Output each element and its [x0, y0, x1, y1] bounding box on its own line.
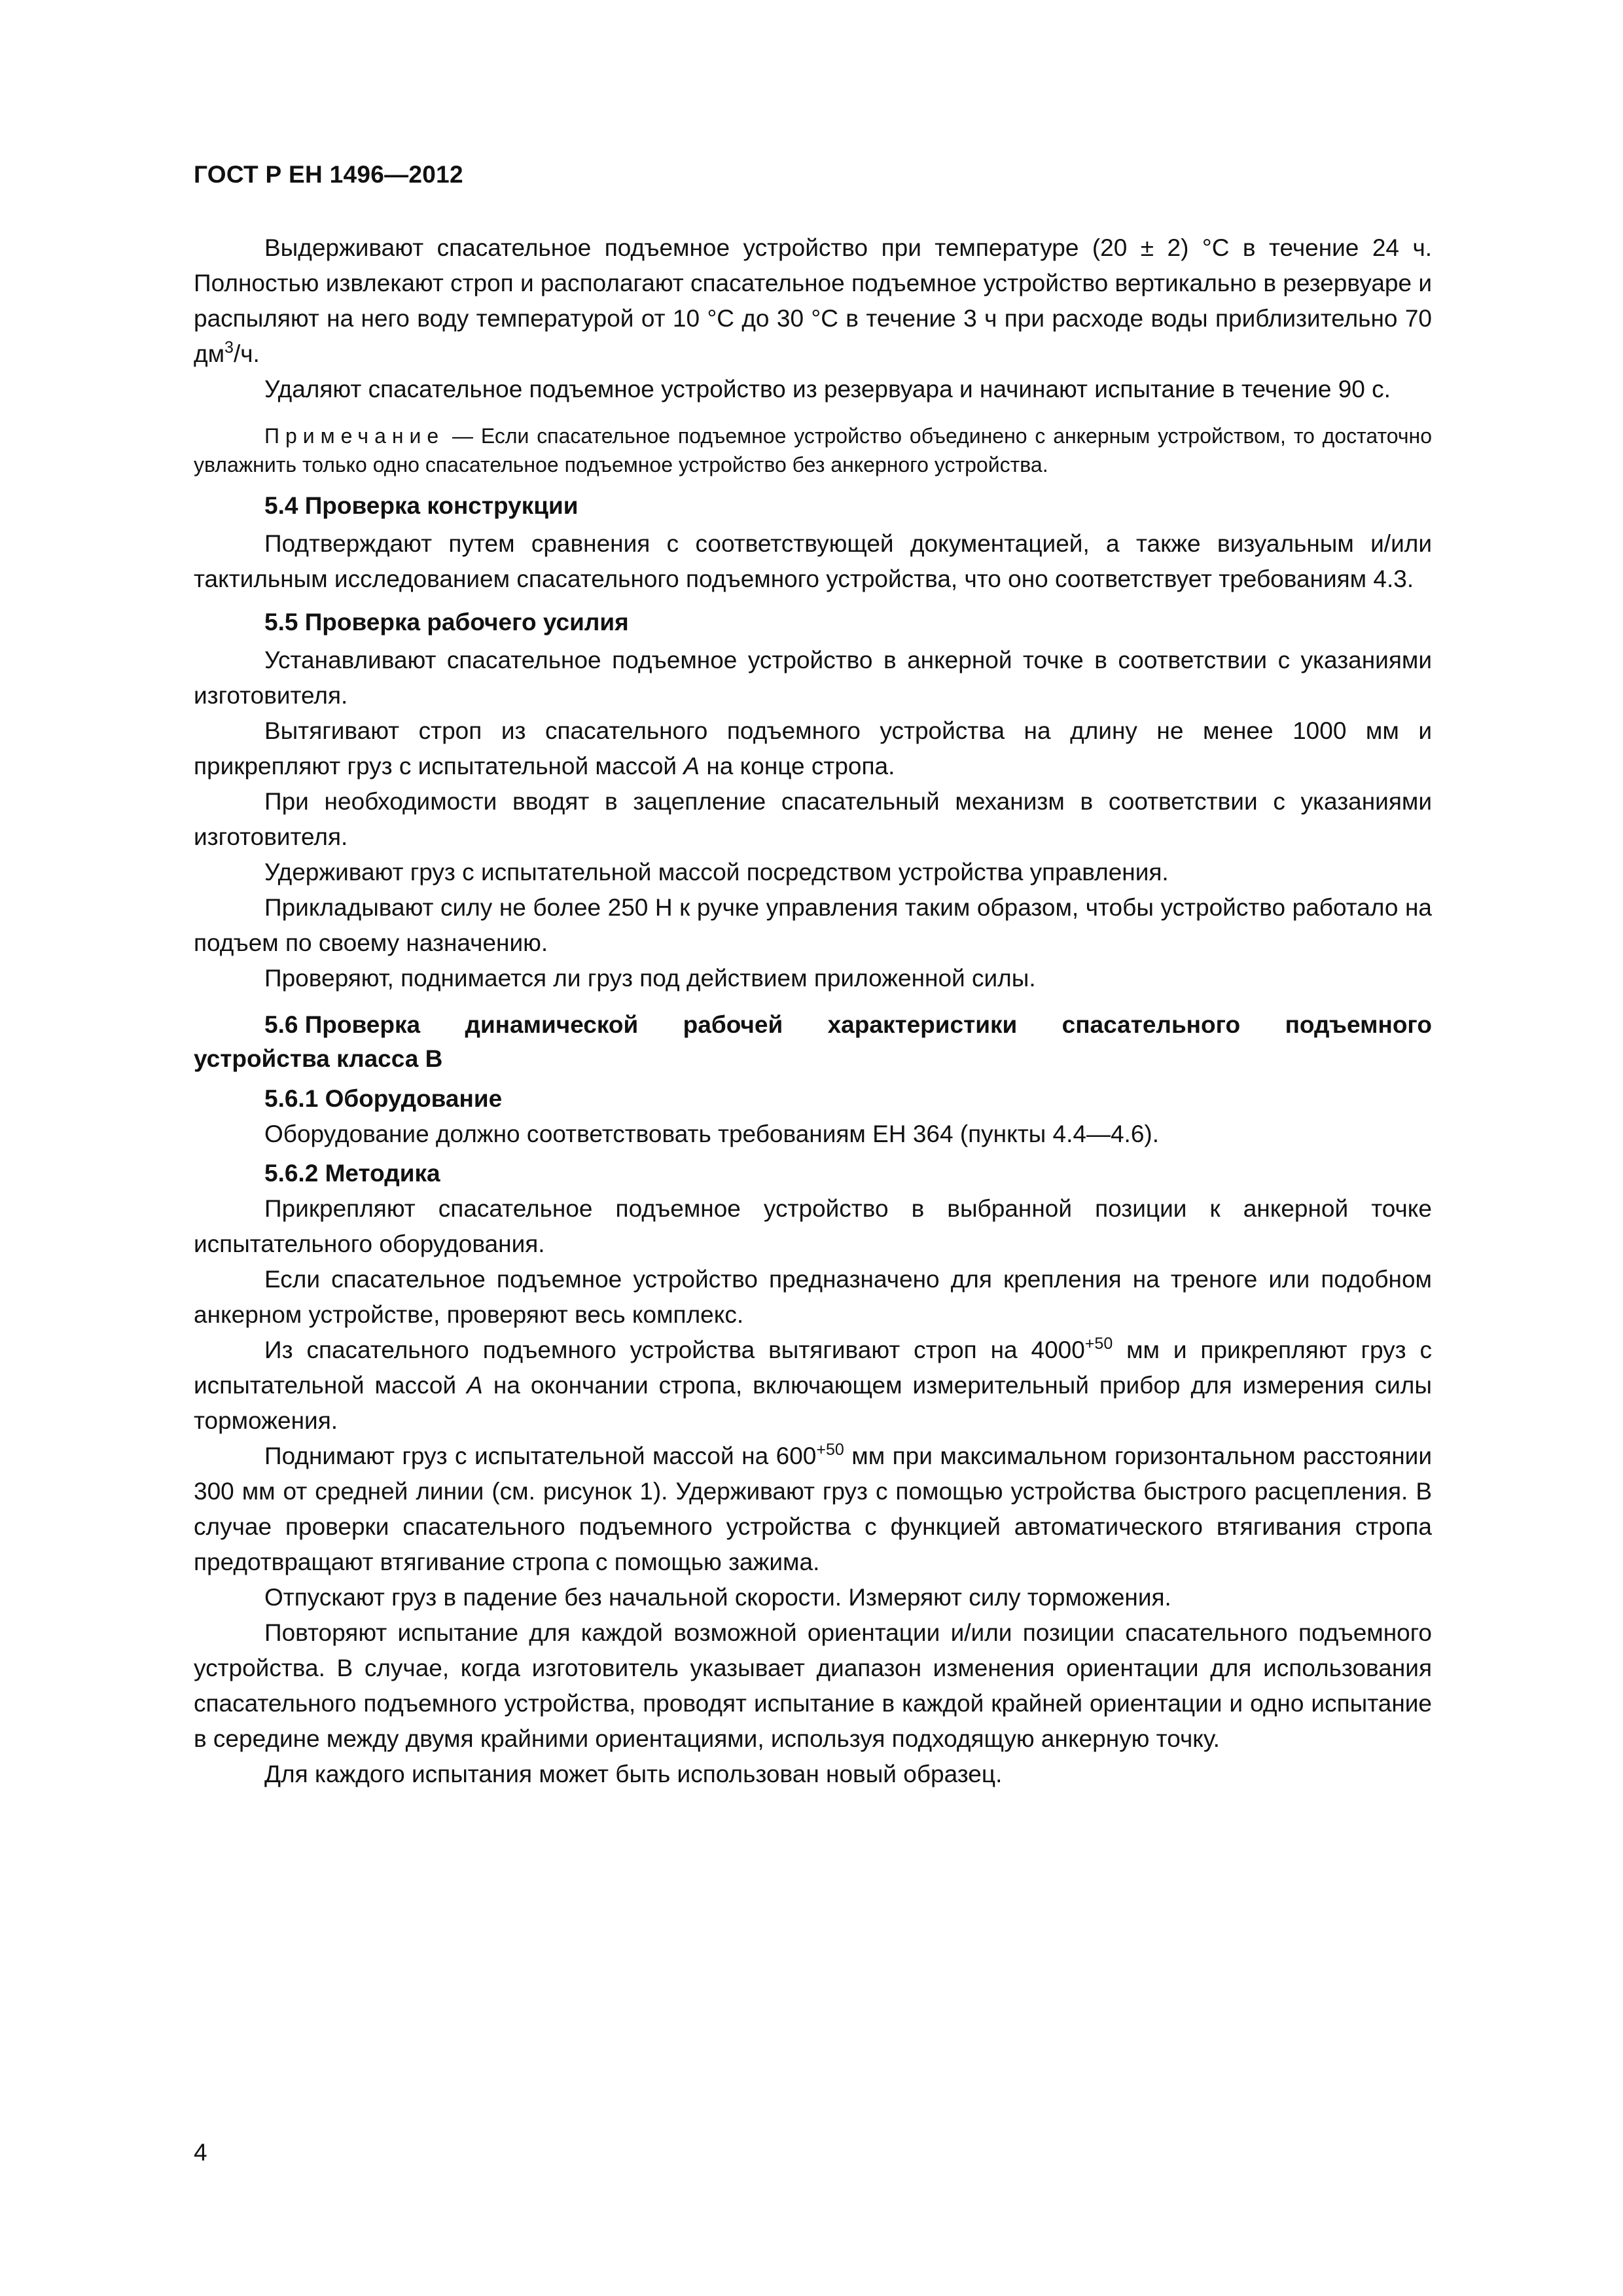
paragraph-text: на окончании стропа, включающем измерительный прибор для измерения силы торможения. — [194, 1372, 1432, 1434]
paragraph: Повторяют испытание для каждой возможной ориентации и/или позиции спасательного подъемного устройства. В случае, когда изготовитель указывает диапазон изменения ориентации для использования спасательного подъемного устройства, проводят испытание в каждой крайней ориентации и одно испытание в середине между двумя крайними ориентациями, используя подходящую анкерную точку. — [194, 1619, 1432, 1752]
paragraph: Удаляют спасательное подъемное устройство из резервуара и начинают испытание в течение 90 с. — [264, 376, 1391, 403]
paragraph: Устанавливают спасательное подъемное устройство в анкерной точке в соответствии с указаниями изготовителя. — [194, 647, 1432, 709]
heading-word: характеристики — [827, 1011, 1018, 1038]
heading-word: динамической — [465, 1011, 639, 1038]
paragraph-text: Поднимают груз с испытательной массой на 600 — [264, 1443, 817, 1469]
heading-line — [264, 1008, 1432, 1042]
heading-word: подъемного — [1285, 1011, 1432, 1038]
paragraph — [194, 230, 1432, 372]
paragraph-text: на конце стропа. — [700, 753, 895, 780]
paragraph-text: мм и прикрепляют груз с испытательной массой — [194, 1336, 1432, 1399]
paragraph: Проверяют, поднимается ли груз под действием приложенной силы. — [264, 965, 1036, 992]
paragraph-text: мм при максимальном горизонтальном расстоянии 300 мм от средней линии (см. рисунок 1). Удерживают груз с помощью устройства быстрого расцепления. В случае проверки спасательного подъемного устройства с функцией автоматического втягивания стропа предотвращают втягивание стропа с помощью зажима. — [194, 1443, 1433, 1575]
paragraph-text: /ч. — [233, 340, 260, 367]
note — [194, 422, 1432, 479]
section-heading-5-5: 5.5 Проверка рабочего усилия — [264, 609, 629, 636]
section-heading-5-6-2: 5.6.2 Методика — [264, 1160, 440, 1187]
superscript: 3 — [224, 338, 234, 357]
heading-word: 5.6 Проверка — [264, 1011, 421, 1038]
paragraph-text: Из спасательного подъемного устройства вытягивают строп на 4000 — [264, 1336, 1085, 1363]
page-number: 4 — [194, 2139, 207, 2166]
heading-word: рабочей — [683, 1011, 783, 1038]
section-heading-5-4: 5.4 Проверка конструкции — [264, 492, 579, 519]
paragraph: Оборудование должно соответствовать требованиям ЕН 364 (пункты 4.4—4.6). — [264, 1121, 1160, 1147]
document-header: ГОСТ Р ЕН 1496—2012 — [194, 161, 463, 188]
variable-a: A — [467, 1372, 483, 1399]
section-heading-5-6 — [194, 1008, 1432, 1076]
note-text: — Если спасательное подъемное устройство объединено с анкерным устройством, то достаточно увлажнить только одно спасательное подъемное устройство без анкерного устройства. — [194, 424, 1432, 476]
paragraph: Отпускают груз в падение без начальной скорости. Измеряют силу торможения. — [264, 1584, 1171, 1611]
paragraph — [194, 1439, 1432, 1580]
paragraph: Если спасательное подъемное устройство предназначено для крепления на треноге или подобном анкерном устройстве, проверяют весь комплекс. — [194, 1266, 1432, 1328]
heading-word: спасательного — [1061, 1011, 1241, 1038]
superscript: +50 — [1084, 1335, 1113, 1353]
paragraph: При необходимости вводят в зацепление спасательный механизм в соответствии с указаниями изготовителя. — [194, 788, 1432, 850]
paragraph-text: Выдерживают спасательное подъемное устройство при температуре (20 ± 2) °С в течение 24 ч. Полностью извлекают строп и располагают спасательное подъемное устройство вертикально в резервуаре и распыляют на него воду температурой от 10 °С до 30 °С в течение 3 ч при расходе воды приблизительно 70 дм — [194, 234, 1432, 367]
document-body — [194, 230, 1432, 1792]
paragraph-text: Вытягивают строп из спасательного подъемного устройства на длину не менее 1000 мм и прикрепляют груз с испытательной массой — [194, 717, 1432, 780]
variable-a: A — [683, 753, 700, 780]
paragraph — [194, 713, 1432, 784]
paragraph: Удерживают груз с испытательной массой посредством устройства управления. — [264, 859, 1169, 886]
section-heading-5-6-1: 5.6.1 Оборудование — [264, 1085, 503, 1112]
paragraph: Подтверждают путем сравнения с соответствующей документацией, а также визуальным и/или тактильным исследованием спасательного подъемного устройства, что оно соответствует требованиям 4.3. — [194, 530, 1432, 592]
paragraph — [194, 1333, 1432, 1439]
paragraph: Для каждого испытания может быть использован новый образец. — [264, 1761, 1003, 1787]
superscript: +50 — [816, 1441, 844, 1459]
paragraph: Прикладывают силу не более 250 Н к ручке управления таким образом, чтобы устройство работало на подъем по своему назначению. — [194, 894, 1432, 956]
note-label: Примечание — [264, 424, 445, 448]
heading-line: устройства класса В — [194, 1045, 443, 1072]
paragraph: Прикрепляют спасательное подъемное устройство в выбранной позиции к анкерной точке испытательного оборудования. — [194, 1195, 1432, 1257]
